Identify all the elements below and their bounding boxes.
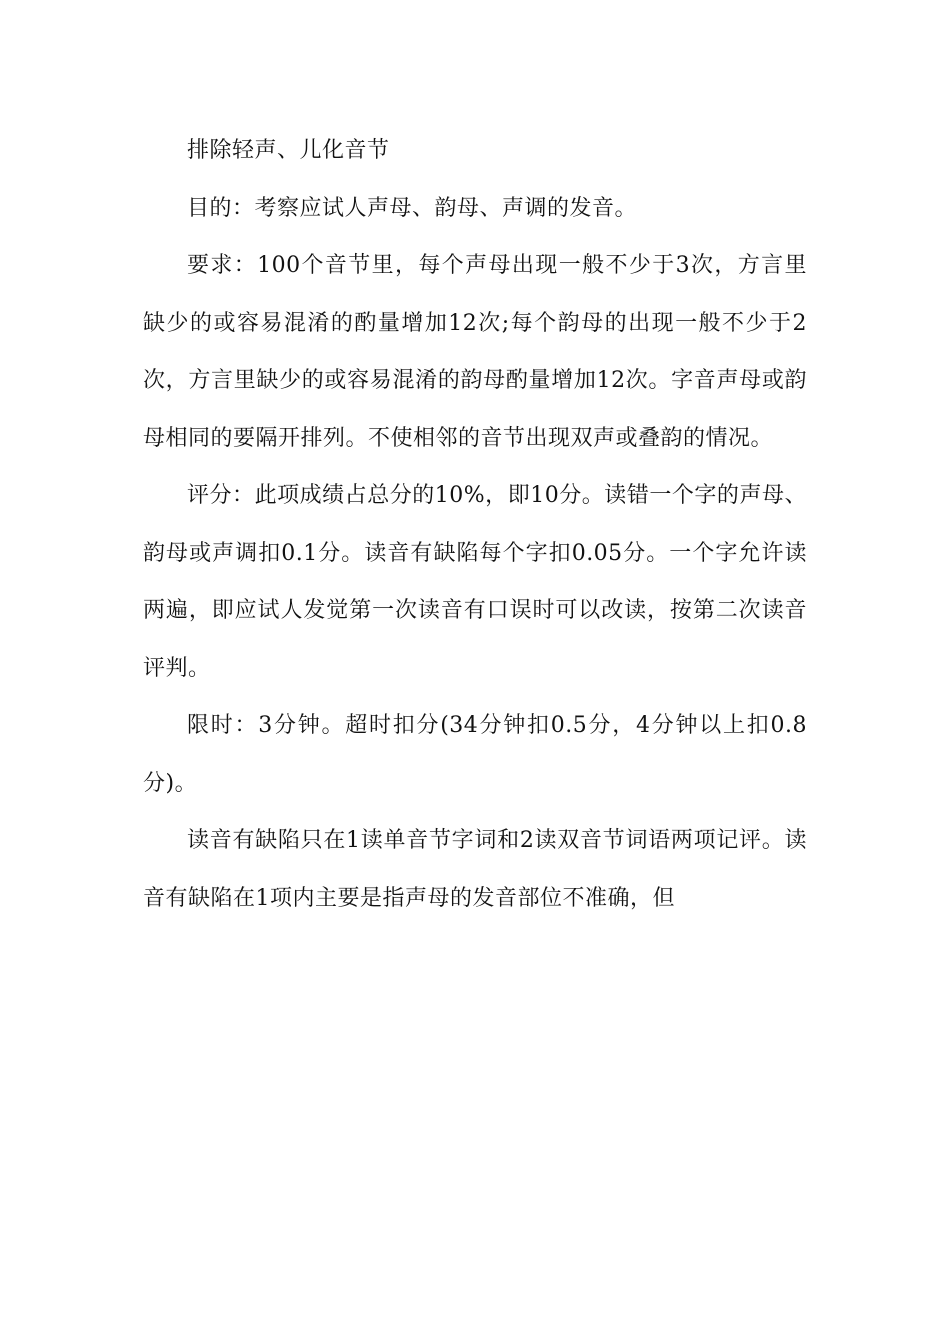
paragraph-requirements: 要求：100个音节里，每个声母出现一般不少于3次，方言里缺少的或容易混淆的酌量增加12次;每个韵母的出现一般不少于2次，方言里缺少的或容易混淆的韵母酌量增加12次。字音声母或韵母相同的要隔开排列。不使相邻的音节出现双声或叠韵的情况。	[143, 253, 807, 451]
paragraph-heading: 排除轻声、儿化音节	[187, 138, 390, 163]
paragraph-scoring: 评分：此项成绩占总分的10%，即10分。读错一个字的声母、韵母或声调扣0.1分。读音有缺陷每个字扣0.05分。一个字允许读两遍，即应试人发觉第一次读音有口误时可以改读，按第二次读音评判。	[143, 483, 807, 681]
document-body	[143, 122, 807, 927]
paragraph-pronunciation-defects: 读音有缺陷只在1读单音节字词和2读双音节词语两项记评。读音有缺陷在1项内主要是指声母的发音部位不准确，但	[143, 828, 807, 911]
paragraph-time-limit: 限时：3分钟。超时扣分(34分钟扣0.5分，4分钟以上扣0.8分)。	[143, 713, 807, 796]
paragraph-purpose: 目的：考察应试人声母、韵母、声调的发音。	[187, 195, 638, 221]
